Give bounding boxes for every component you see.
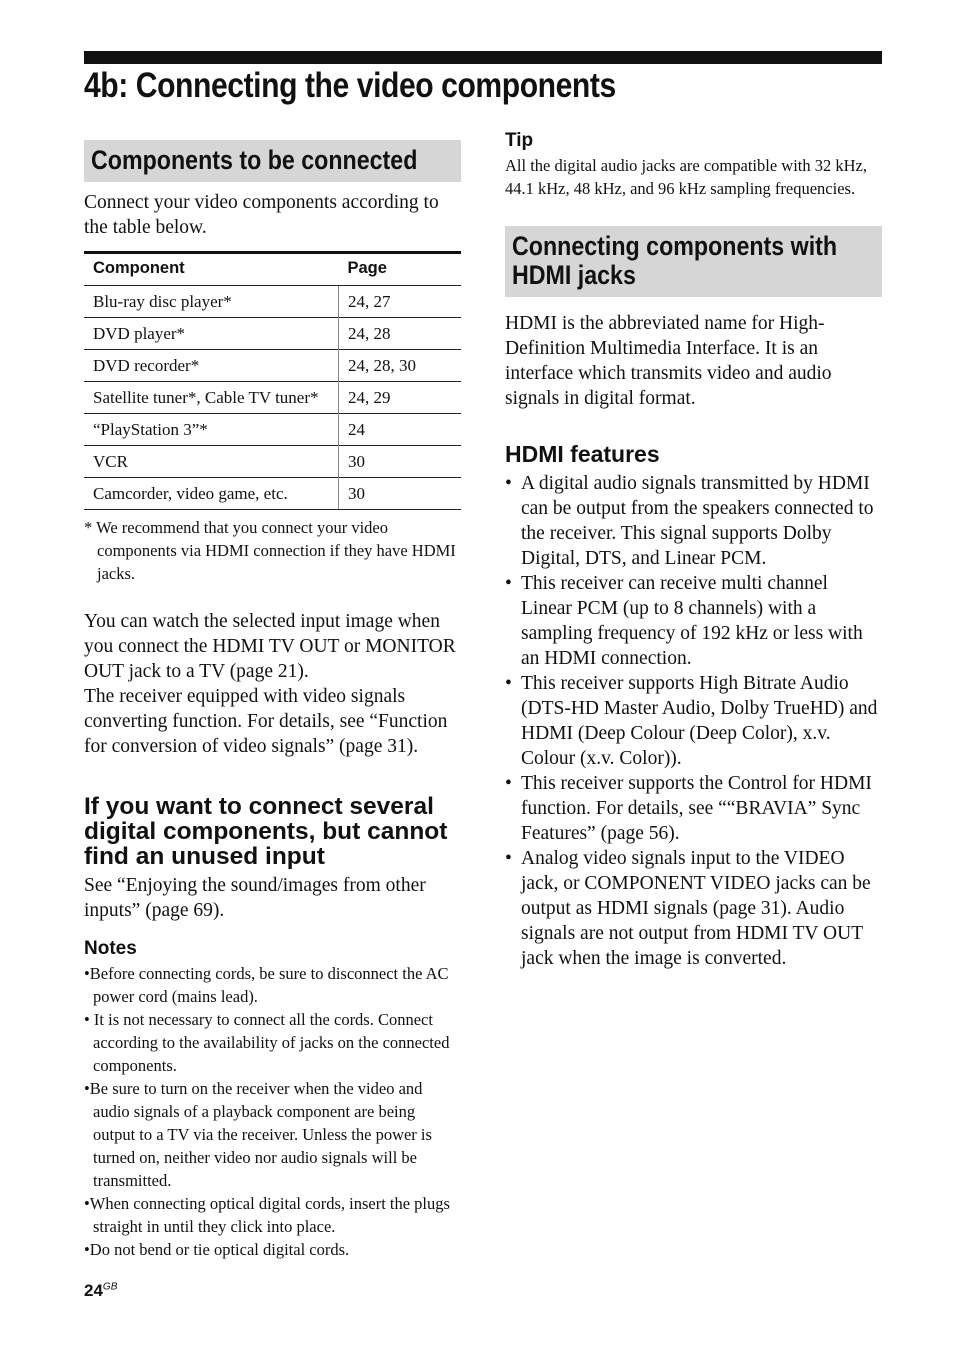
hdmi-intro-paragraph: HDMI is the abbreviated name for High-Definition Multimedia Interface. It is an interface which transmits video and audio signals in digital format. bbox=[505, 313, 832, 409]
table-cell-page: 30 bbox=[339, 446, 462, 478]
several-components-heading: If you want to connect several digital components, but cannot find an unused input bbox=[84, 793, 448, 870]
notes-list bbox=[84, 962, 461, 1261]
section-title-hdmi: Connecting components with HDMI jacks bbox=[512, 231, 838, 290]
feature-item: • A digital audio signals transmitted by HDMI can be output from the speakers connected to the receiver. This signal supports Dolby Digital, DTS, and Linear PCM. bbox=[505, 473, 874, 569]
table-cell-component: Camcorder, video game, etc. bbox=[84, 478, 339, 510]
table-cell-page: 24, 28 bbox=[339, 318, 462, 350]
table-row bbox=[84, 286, 461, 318]
section-title-components: Components to be connected bbox=[91, 145, 418, 175]
tip-text: All the digital audio jacks are compatible with 32 kHz, 44.1 kHz, 48 kHz, and 96 kHz sampling frequencies. bbox=[505, 156, 867, 198]
note-item: • It is not necessary to connect all the cords. Connect according to the availability of jacks on the connected components. bbox=[84, 1010, 450, 1075]
table-cell-component: Blu-ray disc player* bbox=[84, 286, 339, 318]
table-row bbox=[84, 350, 461, 382]
page-number: $24^{GB}$ bbox=[84, 1281, 118, 1300]
table-cell-component: VCR bbox=[84, 446, 339, 478]
notes-heading: Notes bbox=[84, 938, 137, 959]
right-column bbox=[505, 130, 882, 971]
note-item: •Before connecting cords, be sure to disconnect the AC power cord (mains lead). bbox=[84, 964, 449, 1006]
column-header-page: Page bbox=[339, 253, 462, 286]
table-cell-page: 30 bbox=[339, 478, 462, 510]
note-item: •Do not bend or tie optical digital cords. bbox=[84, 1240, 350, 1259]
note-item: •Be sure to turn on the receiver when the video and audio signals of a playback component are being output to a TV via the receiver. Unless the power is turned on, neither video nor audio signals will be transmitted. bbox=[84, 1079, 432, 1190]
feature-item: • Analog video signals input to the VIDEO jack, or COMPONENT VIDEO jacks can be output as HDMI signals (page 31). Audio signals are not output from HDMI TV OUT jack when the image is converted. bbox=[505, 848, 871, 969]
table-row bbox=[84, 478, 461, 510]
hdmi-tv-out-paragraph: You can watch the selected input image when you connect the HDMI TV OUT or MONITOR OUT jack to a TV (page 21). bbox=[84, 611, 456, 682]
table-cell-component: Satellite tuner*, Cable TV tuner* bbox=[84, 382, 339, 414]
hdmi-features-heading: HDMI features bbox=[505, 441, 660, 467]
table-cell-component: “PlayStation 3”* bbox=[84, 414, 339, 446]
table-row bbox=[84, 382, 461, 414]
table-header-row bbox=[84, 253, 461, 286]
table-row bbox=[84, 446, 461, 478]
feature-item: • This receiver supports the Control for HDMI function. For details, see ““BRAVIA” Sync Features” (page 56). bbox=[505, 773, 872, 844]
tip-heading: Tip bbox=[505, 130, 534, 151]
table-row bbox=[84, 318, 461, 350]
bullet-icon: • bbox=[505, 673, 512, 694]
title-rule bbox=[84, 51, 882, 64]
table-cell-page: 24, 28, 30 bbox=[339, 350, 462, 382]
section-header-components bbox=[84, 140, 461, 182]
table-cell-page: 24, 27 bbox=[339, 286, 462, 318]
feature-item: • This receiver supports High Bitrate Audio (DTS-HD Master Audio, Dolby TrueHD) and HDMI (Deep Colour (Deep Color), x.v. Colour (x.v. Color)). bbox=[505, 673, 878, 769]
bullet-icon: • bbox=[505, 848, 512, 869]
section-header-hdmi bbox=[505, 226, 882, 297]
see-enjoying-paragraph: See “Enjoying the sound/images from other inputs” (page 69). bbox=[84, 875, 426, 921]
table-cell-component: DVD player* bbox=[84, 318, 339, 350]
table-footnote: * We recommend that you connect your video components via HDMI connection if they have HDMI jacks. bbox=[84, 518, 456, 583]
bullet-icon: • bbox=[505, 573, 512, 594]
page-number-suffix: GB bbox=[102, 1281, 118, 1293]
bullet-icon: • bbox=[505, 473, 512, 494]
feature-item: • This receiver can receive multi channel Linear PCM (up to 8 channels) with a sampling frequency of 192 kHz or less with an HDMI connection. bbox=[505, 573, 863, 669]
conversion-paragraph: The receiver equipped with video signals converting function. For details, see “Function for conversion of video signals” (page 31). bbox=[84, 686, 448, 757]
table-cell-page: 24, 29 bbox=[339, 382, 462, 414]
note-item: •When connecting optical digital cords, insert the plugs straight in until they click into place. bbox=[84, 1194, 450, 1236]
column-header-component: Component bbox=[84, 253, 339, 286]
intro-paragraph: Connect your video components according to the table below. bbox=[84, 192, 439, 238]
page-title: 4b: Connecting the video components bbox=[84, 66, 616, 105]
hdmi-features-list bbox=[505, 471, 882, 971]
table-row bbox=[84, 414, 461, 446]
bullet-icon: • bbox=[505, 773, 512, 794]
table-cell-component: DVD recorder* bbox=[84, 350, 339, 382]
components-table bbox=[84, 251, 461, 510]
left-column bbox=[84, 140, 461, 1261]
table-cell-page: 24 bbox=[339, 414, 462, 446]
